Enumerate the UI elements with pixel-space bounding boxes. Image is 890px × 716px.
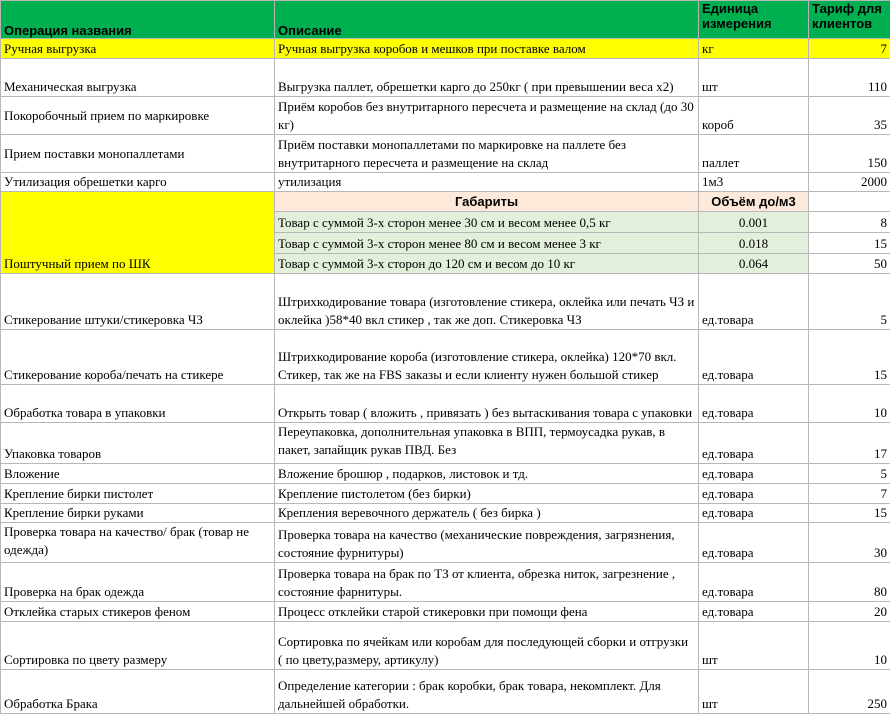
unit-cell: шт — [699, 59, 809, 97]
volume-cell: 0.001 — [699, 212, 809, 233]
price-cell: 8 — [809, 212, 890, 233]
description-cell: Открыть товар ( вложить , привязать ) без вытаскивания товара с упаковки — [275, 385, 699, 423]
unit-cell: кг — [699, 39, 809, 59]
unit-cell: ед.товара — [699, 330, 809, 385]
table-row — [1, 602, 890, 622]
unit-cell: паллет — [699, 135, 809, 173]
price-cell: 5 — [809, 274, 890, 330]
description-cell: Штрихкодирование короба (изготовление стикера, оклейка) 120*70 вкл. Стикер, так же на FBS заказы и если клиенту нужен большой стикер — [275, 330, 699, 385]
price-cell: 10 — [809, 622, 890, 670]
operation-cell: Стикерование штуки/стикеровка ЧЗ — [1, 274, 275, 330]
description-cell: Сортировка по ячейкам или коробам для последующей сборки и отгрузки ( по цвету,размеру, артикулу) — [275, 622, 699, 670]
table-row — [1, 504, 890, 523]
price-cell: 10 — [809, 385, 890, 423]
description-cell: Проверка товара на брак по ТЗ от клиента, обрезка ниток, загрезнение , состояние фарнитуры. — [275, 563, 699, 602]
operation-cell: Поштучный прием по ШК — [1, 192, 275, 274]
price-cell: 5 — [809, 464, 890, 484]
price-cell: 15 — [809, 504, 890, 523]
unit-cell: шт — [699, 622, 809, 670]
unit-cell: короб — [699, 97, 809, 135]
description-cell: Крепления веревочного держатель ( без бирка ) — [275, 504, 699, 523]
empty-cell — [809, 192, 890, 212]
description-cell: Приём коробов без внутритарного пересчета и размещение на склад (до 30 кг) — [275, 97, 699, 135]
price-cell: 50 — [809, 254, 890, 274]
price-cell: 7 — [809, 39, 890, 59]
description-cell: Приём поставки монопаллетами по маркировке на паллете без внутритарного пересчета и размещение на склад — [275, 135, 699, 173]
volume-cell: 0.064 — [699, 254, 809, 274]
operation-cell: Ручная выгрузка — [1, 39, 275, 59]
operation-cell: Обработка Брака — [1, 670, 275, 714]
description-cell: Проверка товара на качество (механические повреждения, загрязнения, состояние фурнитуры) — [275, 523, 699, 563]
dimensions-header: Габариты — [275, 192, 699, 212]
header-description: Описание — [275, 1, 699, 39]
description-cell: Крепление пистолетом (без бирки) — [275, 484, 699, 504]
unit-cell: ед.товара — [699, 504, 809, 523]
table-row — [1, 135, 890, 173]
operation-cell: Механическая выгрузка — [1, 59, 275, 97]
price-cell: 80 — [809, 563, 890, 602]
table-row — [1, 484, 890, 504]
unit-cell: ед.товара — [699, 602, 809, 622]
operation-cell: Покоробочный прием по маркировке — [1, 97, 275, 135]
header-row — [1, 1, 890, 39]
table-row — [1, 385, 890, 423]
price-cell: 35 — [809, 97, 890, 135]
table-row — [1, 523, 890, 563]
price-cell: 7 — [809, 484, 890, 504]
description-cell: Товар с суммой 3-х сторон менее 80 см и весом менее 3 кг — [275, 233, 699, 254]
operation-cell: Упаковка товаров — [1, 423, 275, 464]
operation-cell: Обработка товара в упаковки — [1, 385, 275, 423]
price-cell: 110 — [809, 59, 890, 97]
unit-cell: ед.товара — [699, 484, 809, 504]
table-row — [1, 622, 890, 670]
price-cell: 15 — [809, 233, 890, 254]
price-cell: 2000 — [809, 173, 890, 192]
unit-cell: шт — [699, 670, 809, 714]
operation-cell: Стикерование короба/печать на стикере — [1, 330, 275, 385]
operation-cell: Утилизация обрешетки карго — [1, 173, 275, 192]
description-cell: Определение категории : брак коробки, брак товара, некомплект. Для дальнейшей обработки. — [275, 670, 699, 714]
unit-cell: ед.товара — [699, 423, 809, 464]
description-cell: Товар с суммой 3-х сторон до 120 см и весом до 10 кг — [275, 254, 699, 274]
unit-cell: ед.товара — [699, 523, 809, 563]
table-row — [1, 173, 890, 192]
operation-cell: Проверка товара на качество/ брак (товар не одежда) — [1, 523, 275, 563]
description-cell: Процесс отклейки старой стикеровки при помощи фена — [275, 602, 699, 622]
price-cell: 20 — [809, 602, 890, 622]
table-row — [1, 464, 890, 484]
table-row — [1, 274, 890, 330]
description-cell: Товар с суммой 3-х сторон менее 30 см и весом менее 0,5 кг — [275, 212, 699, 233]
price-cell: 250 — [809, 670, 890, 714]
volume-header: Объём до/м3 — [699, 192, 809, 212]
description-cell: Штрихкодирование товара (изготовление стикера, оклейка или печать ЧЗ и оклейка )58*40 вкл стикер , так же доп. Стикеровка ЧЗ — [275, 274, 699, 330]
operation-cell: Крепление бирки руками — [1, 504, 275, 523]
unit-cell: ед.товара — [699, 385, 809, 423]
table-row — [1, 97, 890, 135]
description-cell: Переупаковка, дополнительная упаковка в ВПП, термоусадка рукав, в пакет, запайщик рукав ПВД. Без — [275, 423, 699, 464]
table-row — [1, 330, 890, 385]
operation-cell: Отклейка старых стикеров феном — [1, 602, 275, 622]
table-row — [1, 59, 890, 97]
dimensions-header-row — [1, 192, 890, 212]
description-cell: Ручная выгрузка коробов и мешков при поставке валом — [275, 39, 699, 59]
operation-cell: Вложение — [1, 464, 275, 484]
table-row — [1, 423, 890, 464]
description-cell: Вложение брошюр , подарков, листовок и тд. — [275, 464, 699, 484]
header-tariff: Тариф для клиентов — [809, 1, 890, 39]
table-row — [1, 563, 890, 602]
header-unit: Единица измерения — [699, 1, 809, 39]
unit-cell: 1м3 — [699, 173, 809, 192]
price-cell: 30 — [809, 523, 890, 563]
price-cell: 15 — [809, 330, 890, 385]
volume-cell: 0.018 — [699, 233, 809, 254]
unit-cell: ед.товара — [699, 274, 809, 330]
operation-cell: Проверка на брак одежда — [1, 563, 275, 602]
description-cell: Выгрузка паллет, обрешетки карго до 250кг ( при превышении веса х2) — [275, 59, 699, 97]
operation-cell: Крепление бирки пистолет — [1, 484, 275, 504]
table-row — [1, 39, 890, 59]
header-operation: Операция названия — [1, 1, 275, 39]
price-cell: 150 — [809, 135, 890, 173]
unit-cell: ед.товара — [699, 464, 809, 484]
description-cell: утилизация — [275, 173, 699, 192]
operation-cell: Сортировка по цвету размеру — [1, 622, 275, 670]
price-cell: 17 — [809, 423, 890, 464]
unit-cell: ед.товара — [699, 563, 809, 602]
table-row — [1, 670, 890, 714]
operation-cell: Прием поставки монопаллетами — [1, 135, 275, 173]
